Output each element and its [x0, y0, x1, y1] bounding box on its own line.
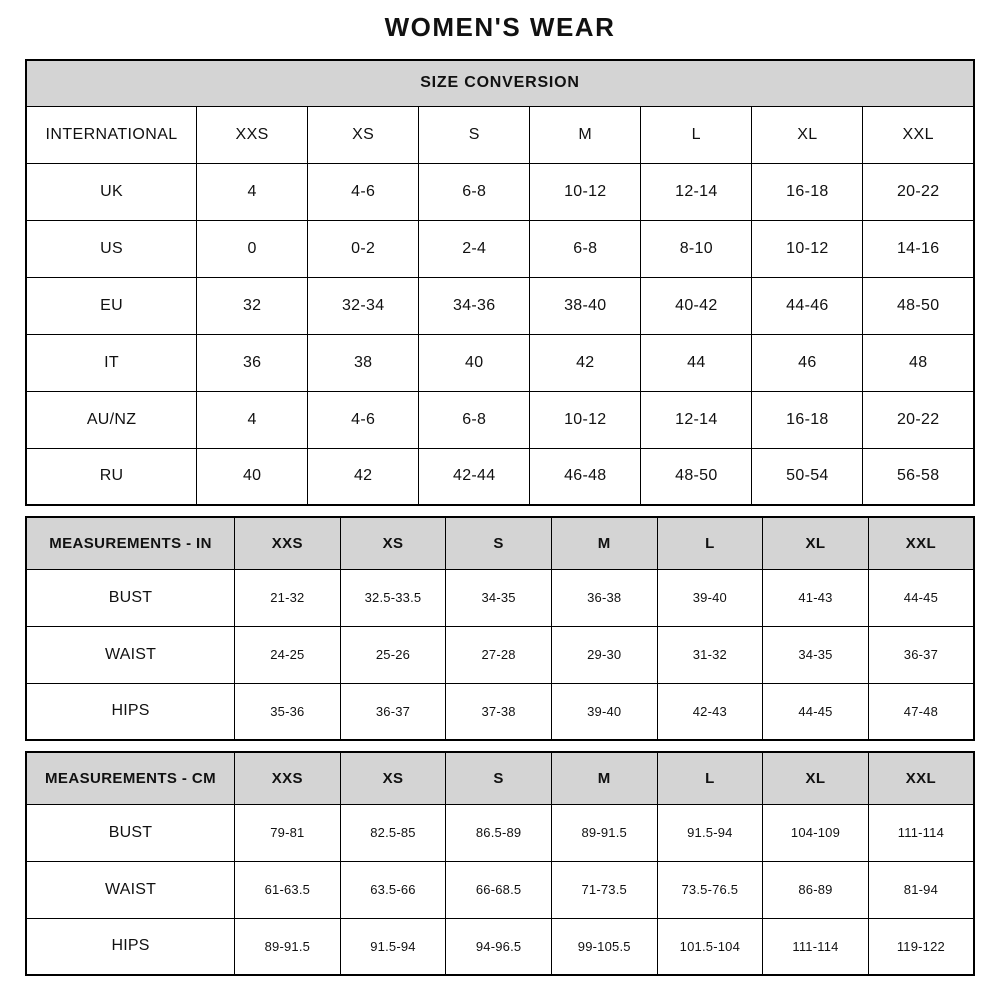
value-cell: 0-2: [308, 220, 419, 277]
value-cell: 40-42: [641, 277, 752, 334]
value-cell: 0: [197, 220, 308, 277]
size-column-header: L: [657, 752, 763, 804]
page-title: WOMEN'S WEAR: [384, 12, 616, 42]
row-label: BUST: [26, 569, 235, 626]
size-column-header: M: [551, 752, 657, 804]
size-column-header: M: [530, 106, 641, 163]
size-column-header: XS: [308, 106, 419, 163]
value-cell: 20-22: [863, 391, 974, 448]
value-cell: 42-44: [419, 448, 530, 505]
size-column-header: L: [641, 106, 752, 163]
size-column-header: XL: [763, 517, 869, 569]
value-cell: 47-48: [868, 683, 974, 740]
value-cell: 36: [197, 334, 308, 391]
value-cell: 50-54: [752, 448, 863, 505]
value-cell: 119-122: [868, 918, 974, 975]
value-cell: 104-109: [763, 804, 869, 861]
value-cell: 29-30: [551, 626, 657, 683]
value-cell: 32.5-33.5: [340, 569, 446, 626]
row-label: AU/NZ: [26, 391, 197, 448]
value-cell: 32-34: [308, 277, 419, 334]
label-column-header: MEASUREMENTS - IN: [26, 517, 235, 569]
value-cell: 42: [530, 334, 641, 391]
value-cell: 4: [197, 163, 308, 220]
value-cell: 48-50: [863, 277, 974, 334]
value-cell: 21-32: [235, 569, 341, 626]
table-row: [26, 163, 974, 220]
measurements-in-body: [26, 569, 974, 740]
value-cell: 6-8: [419, 391, 530, 448]
row-label: WAIST: [26, 626, 235, 683]
row-label: EU: [26, 277, 197, 334]
value-cell: 38-40: [530, 277, 641, 334]
value-cell: 37-38: [446, 683, 552, 740]
size-column-header: XXL: [863, 106, 974, 163]
value-cell: 12-14: [641, 163, 752, 220]
value-cell: 46-48: [530, 448, 641, 505]
value-cell: 94-96.5: [446, 918, 552, 975]
value-cell: 4: [197, 391, 308, 448]
table-row: [26, 448, 974, 505]
size-column-header: XS: [340, 752, 446, 804]
measurements-in-header-row: [26, 517, 974, 569]
value-cell: 36-37: [868, 626, 974, 683]
value-cell: 25-26: [340, 626, 446, 683]
value-cell: 48: [863, 334, 974, 391]
value-cell: 101.5-104: [657, 918, 763, 975]
row-label: HIPS: [26, 683, 235, 740]
size-column-header: XXL: [868, 517, 974, 569]
value-cell: 2-4: [419, 220, 530, 277]
row-label: US: [26, 220, 197, 277]
value-cell: 56-58: [863, 448, 974, 505]
value-cell: 24-25: [235, 626, 341, 683]
value-cell: 36-37: [340, 683, 446, 740]
value-cell: 111-114: [763, 918, 869, 975]
value-cell: 71-73.5: [551, 861, 657, 918]
value-cell: 14-16: [863, 220, 974, 277]
value-cell: 34-35: [763, 626, 869, 683]
label-column-header: MEASUREMENTS - CM: [26, 752, 235, 804]
size-conversion-body: [26, 163, 974, 505]
value-cell: 12-14: [641, 391, 752, 448]
value-cell: 42: [308, 448, 419, 505]
label-column-header: INTERNATIONAL: [26, 106, 197, 163]
value-cell: 44: [641, 334, 752, 391]
value-cell: 10-12: [530, 391, 641, 448]
table-row: [26, 334, 974, 391]
value-cell: 31-32: [657, 626, 763, 683]
table-row: [26, 683, 974, 740]
measurements-cm-header-row: [26, 752, 974, 804]
value-cell: 89-91.5: [235, 918, 341, 975]
value-cell: 6-8: [530, 220, 641, 277]
value-cell: 4-6: [308, 163, 419, 220]
size-column-header: XXS: [235, 517, 341, 569]
table-row: [26, 861, 974, 918]
value-cell: 40: [419, 334, 530, 391]
value-cell: 86-89: [763, 861, 869, 918]
table-row: [26, 804, 974, 861]
table-row: [26, 277, 974, 334]
value-cell: 39-40: [657, 569, 763, 626]
value-cell: 36-38: [551, 569, 657, 626]
value-cell: 4-6: [308, 391, 419, 448]
table-row: [26, 569, 974, 626]
value-cell: 61-63.5: [235, 861, 341, 918]
value-cell: 16-18: [752, 391, 863, 448]
size-column-header: S: [446, 517, 552, 569]
value-cell: 46: [752, 334, 863, 391]
size-column-header: L: [657, 517, 763, 569]
value-cell: 44-45: [763, 683, 869, 740]
size-column-header: XXL: [868, 752, 974, 804]
table-row: [26, 391, 974, 448]
row-label: HIPS: [26, 918, 235, 975]
row-label: UK: [26, 163, 197, 220]
value-cell: 6-8: [419, 163, 530, 220]
value-cell: 73.5-76.5: [657, 861, 763, 918]
measurements-cm-body: [26, 804, 974, 975]
value-cell: 99-105.5: [551, 918, 657, 975]
size-conversion-title: SIZE CONVERSION: [26, 60, 974, 106]
value-cell: 44-46: [752, 277, 863, 334]
value-cell: 34-36: [419, 277, 530, 334]
size-column-header: XXS: [197, 106, 308, 163]
size-column-header: XXS: [235, 752, 341, 804]
value-cell: 27-28: [446, 626, 552, 683]
table-row: [26, 626, 974, 683]
size-column-header: S: [446, 752, 552, 804]
value-cell: 63.5-66: [340, 861, 446, 918]
size-column-header: M: [551, 517, 657, 569]
value-cell: 91.5-94: [657, 804, 763, 861]
value-cell: 91.5-94: [340, 918, 446, 975]
value-cell: 44-45: [868, 569, 974, 626]
row-label: RU: [26, 448, 197, 505]
value-cell: 34-35: [446, 569, 552, 626]
value-cell: 89-91.5: [551, 804, 657, 861]
value-cell: 82.5-85: [340, 804, 446, 861]
size-column-header: XL: [752, 106, 863, 163]
measurements-cm-table: [25, 751, 975, 976]
value-cell: 20-22: [863, 163, 974, 220]
value-cell: 48-50: [641, 448, 752, 505]
measurements-in-table: [25, 516, 975, 741]
value-cell: 35-36: [235, 683, 341, 740]
value-cell: 10-12: [530, 163, 641, 220]
value-cell: 86.5-89: [446, 804, 552, 861]
value-cell: 41-43: [763, 569, 869, 626]
value-cell: 16-18: [752, 163, 863, 220]
row-label: IT: [26, 334, 197, 391]
value-cell: 81-94: [868, 861, 974, 918]
size-conversion-table: [25, 59, 975, 506]
size-conversion-header-row: [26, 106, 974, 163]
row-label: BUST: [26, 804, 235, 861]
value-cell: 39-40: [551, 683, 657, 740]
value-cell: 42-43: [657, 683, 763, 740]
table-row: [26, 220, 974, 277]
size-conversion-title-row: [26, 60, 974, 106]
value-cell: 40: [197, 448, 308, 505]
value-cell: 111-114: [868, 804, 974, 861]
value-cell: 79-81: [235, 804, 341, 861]
value-cell: 10-12: [752, 220, 863, 277]
size-column-header: S: [419, 106, 530, 163]
value-cell: 8-10: [641, 220, 752, 277]
size-column-header: XS: [340, 517, 446, 569]
value-cell: 66-68.5: [446, 861, 552, 918]
row-label: WAIST: [26, 861, 235, 918]
size-column-header: XL: [763, 752, 869, 804]
table-row: [26, 918, 974, 975]
value-cell: 38: [308, 334, 419, 391]
value-cell: 32: [197, 277, 308, 334]
